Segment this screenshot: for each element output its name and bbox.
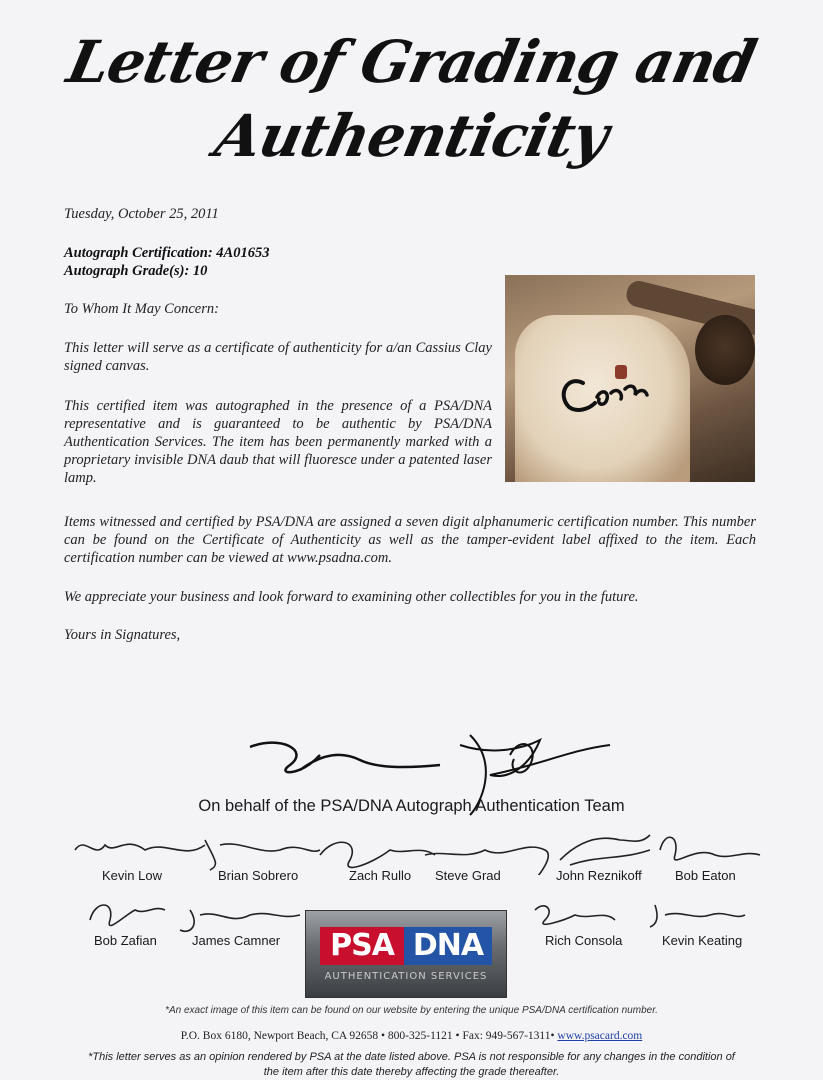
team-member-name: Rich Consola [545,933,623,948]
team-member-name: Steve Grad [435,868,501,883]
team-member-name: Kevin Low [102,868,162,883]
website-link[interactable]: www.psacard.com [557,1030,643,1042]
salutation: To Whom It May Concern: [64,301,219,317]
disclaimer-line1: *This letter serves as an opinion rendered by PSA at the date listed above. PSA is not responsible for any changes in the condition of [88,1051,735,1063]
team-member-name: Kevin Keating [662,933,743,948]
paragraph-authentication: This certified item was autographed in the presence of a PSA/DNA representative and is guaranteed to be authentic by PSA/DNA Authentication Services. The item has been permanently marked with a proprietary invisible DNA daub that will fluoresce under a patented laser lamp. [64,398,492,486]
authentication-services-text: AUTHENTICATION SERVICES [324,971,488,982]
team-signatures-row1 [70,830,770,875]
closing: Yours in Signatures, [64,627,181,643]
psa-logo-text: PSA [320,927,404,965]
team-member-name: Bob Eaton [675,868,736,883]
footer-disclaimer [0,1050,823,1080]
autograph-grade: Autograph Grade(s): 10 [64,263,208,279]
letter-date: Tuesday, October 25, 2011 [64,206,219,222]
paragraph-appreciation: We appreciate your business and look forward to examining other collectibles for you in the future. [64,589,639,605]
footer-address-text: P.O. Box 6180, Newport Beach, CA 92658 • 800-325-1121 • Fax: 949-567-1311• [180,1030,555,1042]
footer-address [0,1030,823,1042]
item-photo [505,275,755,482]
paragraph-certification-info: Items witnessed and certified by PSA/DNA are assigned a seven digit alphanumeric certification number. This number can be found on the Certificate of Authenticity as well as the tamper-evident label affixed to the item. Each certification number can be viewed at www.psadna.com. [64,514,756,566]
letter-title-line1: Letter of Grading and [61,28,762,96]
letter-title-line2: Authenticity [209,102,614,170]
footer-image-note: *An exact image of this item can be found on our website by entering the unique PSA/DNA certification number. [165,1005,658,1016]
team-member-name: Bob Zafian [94,933,157,948]
team-member-name: James Camner [192,933,281,948]
paragraph-item-description: This letter will serve as a certificate of authenticity for a/an Cassius Clay signed canvas. [64,340,492,374]
team-member-name: Zach Rullo [349,868,412,883]
team-heading: On behalf of the PSA/DNA Autograph Authentication Team [198,797,625,815]
team-member-name: Brian Sobrero [218,868,299,883]
certification-number: Autograph Certification: 4A01653 [64,245,270,261]
team-member-name: John Reznikoff [556,868,642,883]
disclaimer-line2: the item after this date thereby affecting the grade thereafter. [263,1066,560,1078]
photo-signature [505,275,755,482]
dna-logo-text: DNA [404,927,492,965]
psa-dna-logo-badge [305,910,507,998]
